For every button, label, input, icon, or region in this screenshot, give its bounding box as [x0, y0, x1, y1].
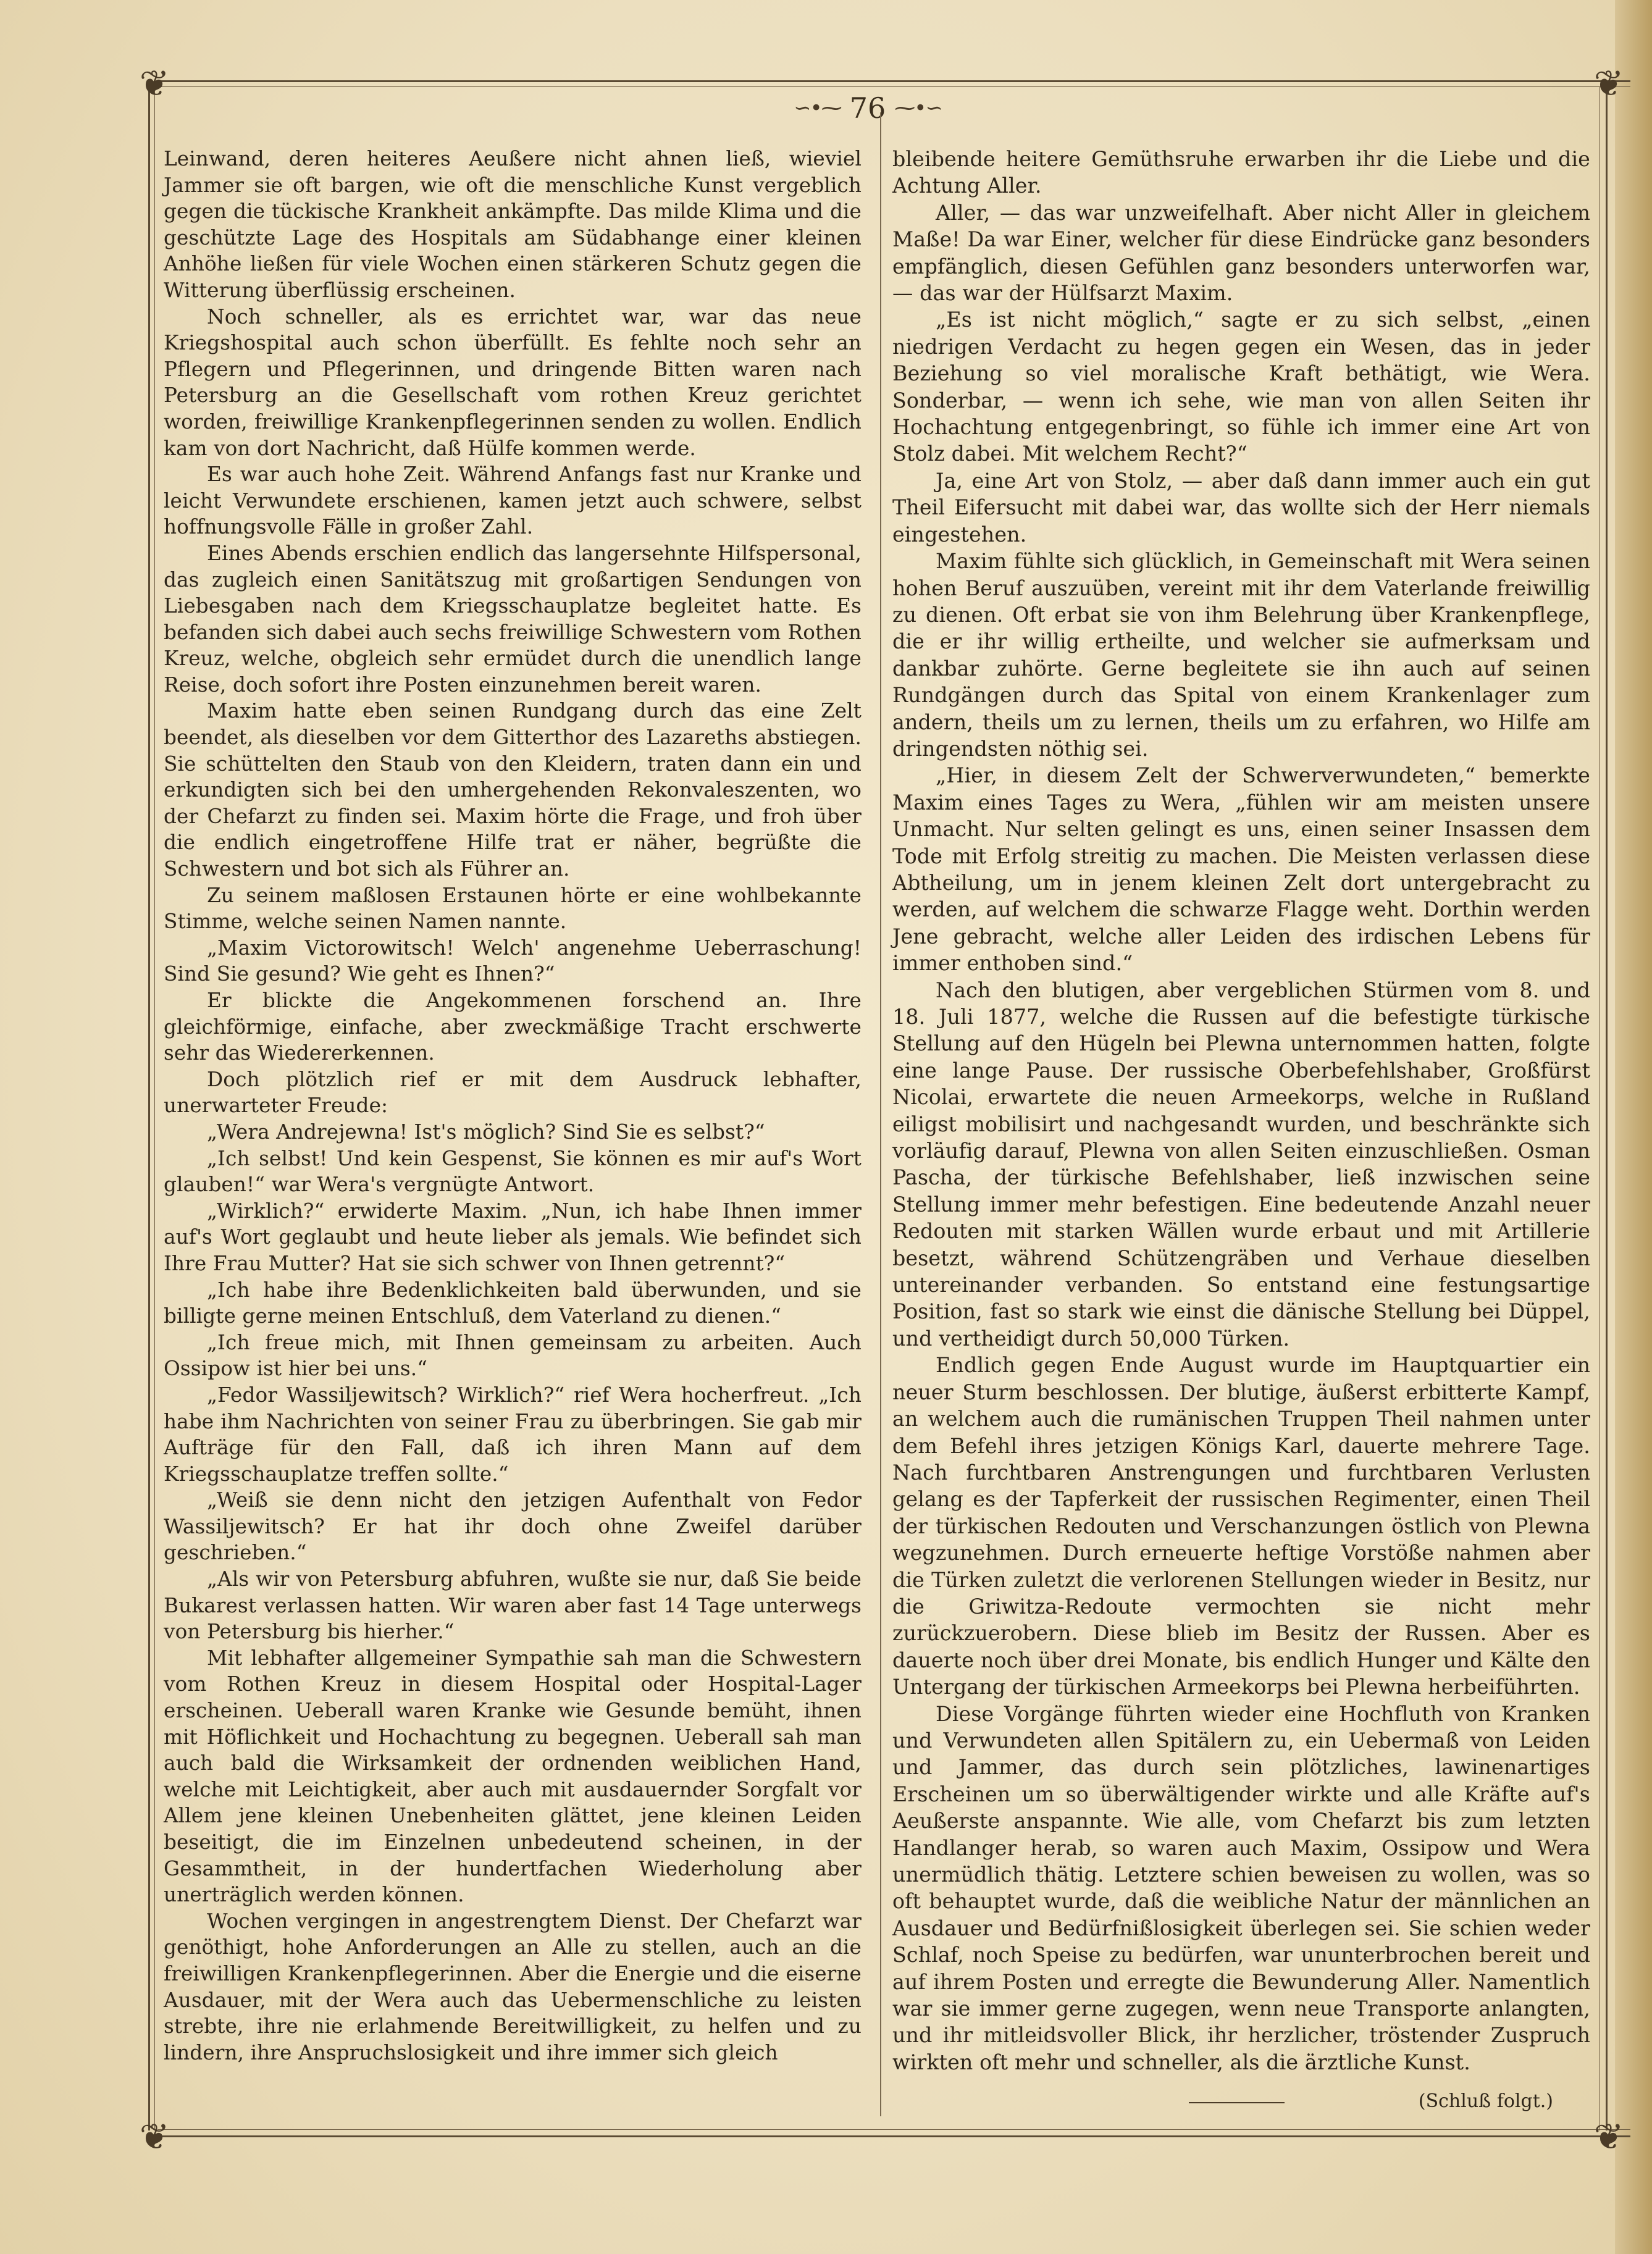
separator-rule: [1189, 2102, 1285, 2103]
column-divider: [880, 112, 881, 2116]
right-column: [892, 146, 1590, 2076]
corner-ornament-icon: ❦: [1593, 62, 1624, 104]
paragraph: Nach den blutigen, aber vergeblichen Stürmen vom 8. und 18. Juli 1877, welche die Russen auf die befestigte türkische Stellung auf den Hügeln bei Plewna unternommen hatten, folgte eine lange Pause. Der russische Oberbefehlshaber, Großfürst Nicolai, erwartete die neuen Armeekorps, welche in Rußland eiligst mobilisirt und nachgesandt wurden, und beschränkte sich vorläufig darauf, Plewna von allen Seiten einzuschließen. Osman Pascha, der türkische Befehlshaber, ließ inzwischen seine Stellung immer mehr befestigen. Eine bedeutende Anzahl neuer Redouten mit starken Wällen wurde erbaut und mit Artillerie besetzt, während Schützengräben und Verhaue dieselben untereinander verbanden. So entstand eine festungsartige Position, fast so stark wie einst die dänische Stellung bei Düppel, und vertheidigt durch 50,000 Türken.: [892, 978, 1590, 1351]
corner-ornament-icon: ❦: [139, 62, 170, 104]
paragraph: „Hier, in diesem Zelt der Schwerverwundeten,“ bemerkte Maxim eines Tages zu Wera, „fühlen wir am meisten unsere Unmacht. Nur selten gelingt es uns, einen seiner Insassen dem Tode mit Erfolg streitig zu machen. Die Meisten verlassen diese Abtheilung, um in jenem kleinen Zelt dort untergebracht zu werden, auf welchem die schwarze Flagge weht. Dorthin werden Jene gebracht, welche aller Leiden des irdischen Lebens für immer enthoben sind.“: [892, 763, 1590, 976]
page-header: [790, 86, 945, 130]
paragraph: Maxim fühlte sich glücklich, in Gemeinschaft mit Wera seinen hohen Beruf auszuüben, vereint mit ihr dem Vaterlande freiwillig zu dienen. Oft erbat sie von ihm Belehrung über Krankenpflege, die er ihr willig ertheilte, und welcher sie aufmerksam und dankbar zuhörte. Gerne begleitete sie ihn auch auf seinen Rundgängen durch das Spital von einem Krankenlager zum andern, theils um zu lernen, theils um zu erfahren, wo Hilfe am dringendsten nöthig sei.: [892, 549, 1590, 761]
paragraph: Ja, eine Art von Stolz, — aber daß dann immer auch ein gut Theil Eifersucht mit dabei war, das wollte sich der Herr niemals eingestehen.: [892, 468, 1590, 547]
page-edge: [1615, 0, 1652, 2254]
paragraph: Aller, — das war unzweifelhaft. Aber nicht Aller in gleichem Maße! Da war Einer, welcher für diese Eindrücke ganz besonders empfänglich, diesen Gefühlen ganz besonders unterworfen war, — das war der Hülfsarzt Maxim.: [892, 200, 1590, 306]
paragraph: Wochen vergingen in angestrengtem Dienst. Der Chefarzt war genöthigt, hohe Anforderungen an Alle zu stellen, auch an die freiwilligen Krankenpflegerinnen. Aber die Energie und die eiserne Ausdauer, mit der Wera auch das Uebermenschliche zu leisten strebte, ihre nie erlahmende Bereitwilligkeit, zu helfen und zu lindern, ihre Anspruchslosigkeit und ihre immer sich gleich: [164, 1909, 862, 2064]
frame-top-rule: [157, 80, 1630, 82]
page-number: 76: [849, 91, 886, 125]
frame-right-rule: [1606, 86, 1608, 2130]
corner-ornament-icon: ❦: [139, 2116, 170, 2158]
paragraph: „Ich freue mich, mit Ihnen gemeinsam zu arbeiten. Auch Ossipow ist hier bei uns.“: [164, 1330, 862, 1381]
paragraph: Leinwand, deren heiteres Aeußere nicht ahnen ließ, wieviel Jammer sie oft bargen, wie oft die menschliche Kunst vergeblich gegen die tückische Krankheit ankämpfte. Das milde Klima und die geschützte Lage des Hospitals am Südabhange einer kleinen Anhöhe ließen für viele Wochen einen stärkeren Schutz gegen die Witterung überflüssig erscheinen.: [164, 147, 862, 302]
paragraph: „Wirklich?“ erwiderte Maxim. „Nun, ich habe Ihnen immer auf's Wort geglaubt und heute lieber als jemals. Wie befindet sich Ihre Frau Mutter? Hat sie sich schwer von Ihnen getrennt?“: [164, 1199, 862, 1275]
corner-ornament-icon: ❦: [1593, 2116, 1624, 2158]
continued-note: (Schluß folgt.): [1418, 2090, 1553, 2112]
paragraph: „Maxim Victorowitsch! Welch' angenehme Ueberraschung! Sind Sie gesund? Wie geht es Ihnen?“: [164, 936, 862, 986]
flourish-left-icon: ∽•⁓: [794, 96, 841, 120]
paragraph: „Ich habe ihre Bedenklichkeiten bald überwunden, und sie billigte gerne meinen Entschluß, dem Vaterland zu dienen.“: [164, 1278, 862, 1328]
paragraph: Maxim hatte eben seinen Rundgang durch das eine Zelt beendet, als dieselben vor dem Gitterthor des Lazareths abstiegen. Sie schüttelten den Staub von den Kleidern, traten dann ein und erkundigten sich bei den umhergehenden Rekonvaleszenten, wo der Chefarzt zu finden sei. Maxim hörte die Frage, und froh über die endlich eingetroffene Hilfe trat er näher, begrüßte die Schwestern und bot sich als Führer an.: [164, 699, 862, 881]
paragraph: bleibende heitere Gemüthsruhe erwarben ihr die Liebe und die Achtung Aller.: [892, 147, 1590, 198]
paragraph: „Wera Andrejewna! Ist's möglich? Sind Sie es selbst?“: [207, 1120, 765, 1144]
paragraph: „Es ist nicht möglich,“ sagte er zu sich selbst, „einen niedrigen Verdacht zu hegen gegen ein Wesen, das in jeder Beziehung so viel moralische Kraft bethätigt, wie Wera. Sonderbar, — wenn ich sehe, wie man von allen Seiten ihr Hochachtung entgegenbringt, so fühle ich immer eine Art von Stolz dabei. Mit welchem Recht?“: [892, 308, 1590, 466]
frame-bottom-rule: [157, 2135, 1630, 2137]
left-column: [164, 146, 862, 2066]
paragraph: „Weiß sie denn nicht den jetzigen Aufenthalt von Fedor Wassiljewitsch? Er hat ihr doch ohne Zweifel darüber geschrieben.“: [164, 1488, 862, 1565]
paragraph: „Als wir von Petersburg abfuhren, wußte sie nur, daß Sie beide Bukarest verlassen hatten. Wir waren aber fast 14 Tage unterwegs von Petersburg bis hierher.“: [164, 1567, 862, 1644]
paragraph: Endlich gegen Ende August wurde im Hauptquartier ein neuer Sturm beschlossen. Der blutige, äußerst erbitterte Kampf, an welchem auch die rumänischen Truppen Theil nahmen unter dem Befehl ihres jetzigen Königs Karl, dauerte mehrere Tage. Nach furchtbaren Anstrengungen und furchtbaren Verlusten gelang es der Tapferkeit der russischen Regimenter, einen Theil der türkischen Redouten und Verschanzungen östlich von Plewna wegzunehmen. Durch erneuerte heftige Vorstöße nahmen aber die Türken zuletzt die verlorenen Stellungen wieder in Besitz, nur die Griwitza-Redoute vermochten sie nicht mehr zurückzuerobern. Diese blieb im Besitz der Russen. Aber es dauerte noch über drei Monate, bis endlich Hunger und Kälte den Untergang der türkischen Armeekorps bei Plewna herbeiführten.: [892, 1353, 1590, 1699]
paragraph: Mit lebhafter allgemeiner Sympathie sah man die Schwestern vom Rothen Kreuz in diesem Hospital oder Hospital-Lager erscheinen. Ueberall waren Kranke wie Gesunde bemüht, ihnen mit Höflichkeit und Hochachtung zu begegnen. Ueberall sah man auch bald die Wirksamkeit der ordnenden weiblichen Hand, welche mit Leichtigkeit, aber auch mit ausdauernder Sorgfalt vor Allem jene kleinen Unebenheiten glättet, jene kleinen Leiden beseitigt, die im Einzelnen unbedeutend scheinen, in der Gesammtheit, in der hundertfachen Wiederholung aber unerträglich werden können.: [164, 1646, 862, 1907]
frame-left-rule: [148, 86, 150, 2130]
frame-left-inner-rule: [154, 86, 155, 2130]
paragraph: Er blickte die Angekommenen forschend an. Ihre gleichförmige, einfache, aber zweckmäßige Tracht erschwerte sehr das Wiedererkennen.: [164, 989, 862, 1065]
paragraph: Zu seinem maßlosen Erstaunen hörte er eine wohlbekannte Stimme, welche seinen Namen nannte.: [164, 883, 862, 934]
paragraph: Doch plötzlich rief er mit dem Ausdruck lebhafter, unerwarteter Freude:: [164, 1067, 862, 1118]
paragraph: Es war auch hohe Zeit. Während Anfangs fast nur Kranke und leicht Verwundete erschienen, kamen jetzt auch schwere, selbst hoffnungsvolle Fälle in großer Zahl.: [164, 463, 862, 539]
paragraph: „Fedor Wassiljewitsch? Wirklich?“ rief Wera hocherfreut. „Ich habe ihm Nachrichten von seiner Frau zu überbringen. Sie gab mir Aufträge für den Fall, daß ich ihren Mann auf dem Kriegsschauplatze treffen sollte.“: [164, 1383, 862, 1486]
flourish-right-icon: ⁓•∽: [894, 96, 942, 120]
paragraph: Noch schneller, als es errichtet war, war das neue Kriegshospital auch schon überfüllt. Es fehlte noch sehr an Pflegern und Pflegerinnen, und dringende Bitten waren nach Petersburg an die Gesellschaft vom rothen Kreuz gerichtet worden, freiwillige Krankenpflegerinnen senden zu wollen. Endlich kam von dort Nachricht, daß Hülfe kommen werde.: [164, 304, 862, 460]
frame-bottom-inner-rule: [157, 2129, 1630, 2130]
paragraph: Eines Abends erschien endlich das langersehnte Hilfspersonal, das zugleich einen Sanitätszug mit großartigen Sendungen von Liebesgaben nach dem Kriegsschauplatze begleitet hatte. Es befanden sich dabei auch sechs freiwillige Schwestern vom Rothen Kreuz, welche, obgleich sehr ermüdet durch die unendlich lange Reise, doch sofort ihre Posten einzunehmen bereit waren.: [164, 541, 862, 697]
paragraph: Diese Vorgänge führten wieder eine Hochfluth von Kranken und Verwundeten allen Spitälern zu, ein Uebermaß von Leiden und Jammer, das durch sein plötzliches, lawinenartiges Erscheinen um so überwältigender wirkte und alle Kräfte auf's Aeußerste anspannte. Wie alle, vom Chefarzt bis zum letzten Handlanger herab, so waren auch Maxim, Ossipow und Wera unermüdlich thätig. Letztere schien beweisen zu wollen, was so oft behauptet wurde, daß die weibliche Natur der männlichen an Ausdauer und Bedürfnißlosigkeit überlegen sei. Sie schien weder Schlaf, noch Speise zu bedürfen, war ununterbrochen bereit und auf ihrem Posten und erregte die Bewunderung Aller. Namentlich war sie immer gerne zugegen, wenn neue Transporte anlangten, und ihr mitleidsvoller Blick, ihr herzlicher, tröstender Zuspruch wirkten oft mehr und schneller, als die ärztliche Kunst.: [892, 1701, 1590, 2074]
paragraph: „Ich selbst! Und kein Gespenst, Sie können es mir auf's Wort glauben!“ war Wera's vergnügte Antwort.: [164, 1146, 862, 1197]
